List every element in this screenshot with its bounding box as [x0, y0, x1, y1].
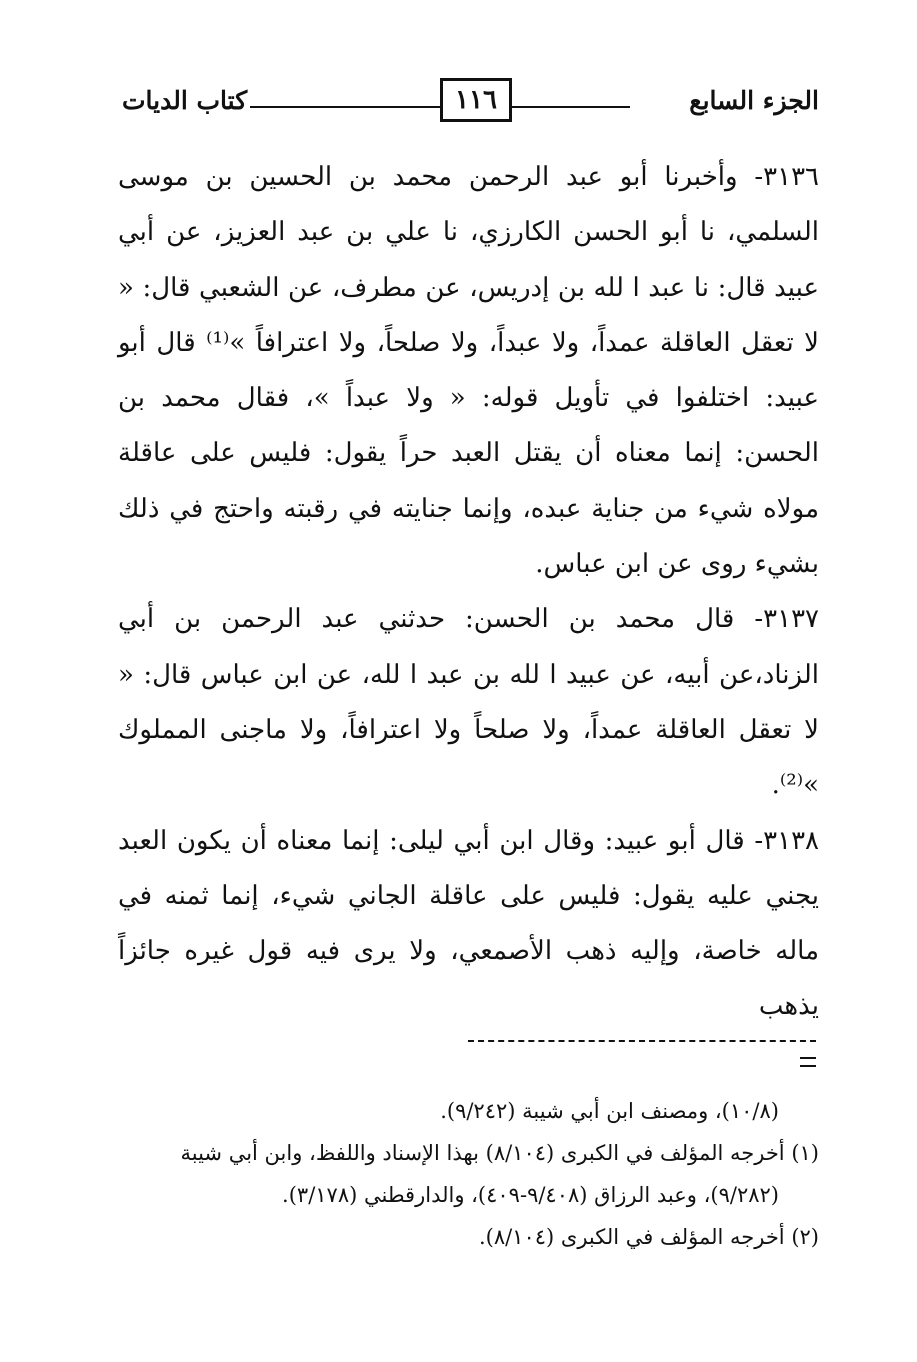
footnote-1-line-1: (١) أخرجه المؤلف في الكبرى (٨/١٠٤) بهذا الإسناد واللفظ، وابن أبي شيبة — [180, 1141, 819, 1165]
paragraph-3136: ٣١٣٦- وأخبرنا أبو عبد الرحمن محمد بن الحسين بن موسى السلمي، نا أبو الحسن الكارزي، نا علي بن عبد العزيز، عن أبي عبيد قال: نا عبد ا لله بن إدريس، عن مطرف، عن الشعبي قال: « لا تعقل العاقلة عمداً، ولا عبداً، ولا صلحاً، ولا اعترافاً »⁽¹⁾ قال أبو عبيد: اختلفوا في تأويل قوله: « ولا عبداً »، فقال محمد بن الحسن: إنما معناه أن يقتل العبد حراً يقول: فليس على عاقلة مولاه شيء من جناية عبده، وإنما جنايته في رقبته واحتج في ذلك بشيء روى عن ابن عباس. — [118, 162, 819, 580]
chapter-title: كتاب الديات — [122, 86, 248, 115]
paragraph-3138: ٣١٣٨- قال أبو عبيد: وقال ابن أبي ليلى: إنما معناه أن يكون العبد يجني عليه يقول: فليس على عاقلة الجاني شيء، إنما ثمنه في ماله خاصة، وإليه ذهب الأصمعي، ولا يرى فيه قول غيره جائزاً يذهب — [118, 825, 819, 1022]
footnote-continued: (١٠/٨)، ومصنف ابن أبي شيبة (٩/٢٤٢). — [440, 1099, 779, 1123]
footnote-1-line-2: (٩/٢٨٢)، وعبد الرزاق (٩/٤٠٨-٤٠٩)، والدارقطني (٣/١٧٨). — [282, 1183, 779, 1207]
footnote-separator — [468, 1040, 816, 1042]
running-header — [118, 78, 819, 128]
main-text — [118, 150, 819, 1035]
header-rule-right — [512, 106, 630, 108]
volume-label: الجزء السابع — [689, 86, 819, 115]
footnote-continuation-mark — [800, 1057, 816, 1067]
page-number: ١١٦ — [440, 78, 512, 122]
footnotes — [104, 1090, 819, 1258]
header-rule-left — [250, 106, 440, 108]
footnote-2: (٢) أخرجه المؤلف في الكبرى (٨/١٠٤). — [478, 1225, 819, 1249]
paragraph-3137: ٣١٣٧- قال محمد بن الحسن: حدثني عبد الرحمن بن أبي الزناد،عن أبيه، عن عبيد ا لله بن عبد ا لله، عن ابن عباس قال: « لا تعقل العاقلة عمداً، ولا صلحاً ولا اعترافاً، ولا ماجنى المملوك »⁽²⁾. — [118, 604, 819, 801]
